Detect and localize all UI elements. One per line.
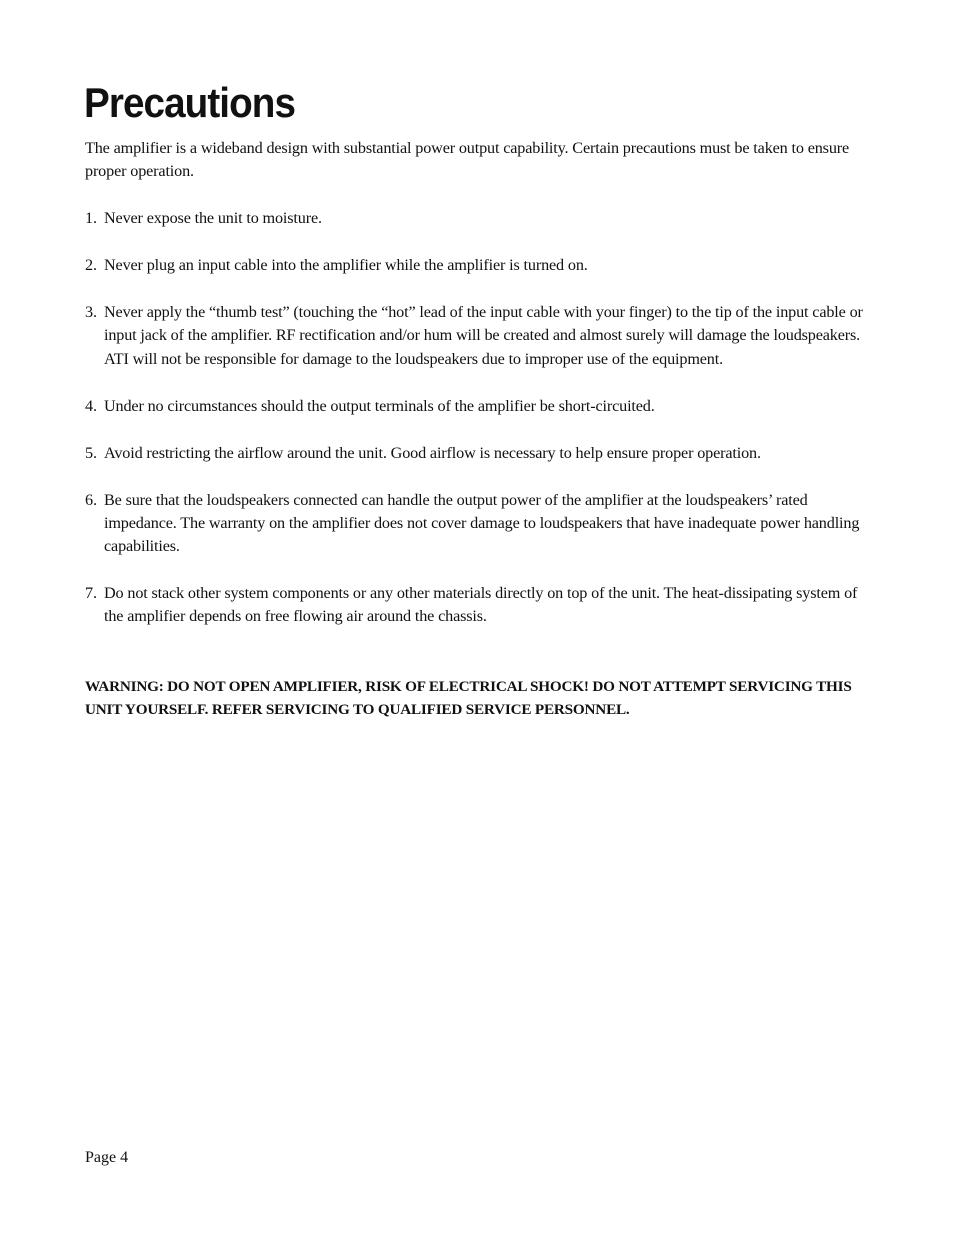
list-item-number: 6. [85, 490, 97, 509]
page-number: Page 4 [85, 1149, 129, 1166]
list-item [85, 254, 875, 277]
list-item [85, 489, 875, 559]
list-item [85, 395, 875, 418]
list-item-text: Under no circumstances should the output terminals of the amplifier be short-circuited. [104, 396, 655, 415]
list-item-text: Never plug an input cable into the amplifier while the amplifier is turned on. [104, 255, 588, 274]
precautions-list [85, 207, 875, 652]
list-item [85, 582, 875, 629]
list-item-number: 3. [85, 302, 97, 321]
list-item-number: 7. [85, 584, 97, 603]
list-item [85, 207, 875, 230]
list-item-text: Do not stack other system components or any other materials directly on top of the unit. The heat-dissipating system of the amplifier depends on free flowing air around the chassis. [104, 584, 858, 626]
list-item-number: 1. [85, 209, 97, 227]
list-item [85, 301, 875, 371]
list-item-number: 4. [85, 396, 97, 415]
intro-paragraph: The amplifier is a wideband design with substantial power output capability. Certain precautions must be taken to ensure proper operation. [85, 139, 850, 181]
list-item [85, 442, 875, 465]
list-item-text: Never apply the “thumb test” (touching the “hot” lead of the input cable with your finger) to the tip of the input cable or input jack of the amplifier. RF rectification and/or hum will be created and almost surely will damage the loudspeakers. ATI will not be responsible for damage to the loudspeakers due to improper use of the equipment. [104, 302, 863, 368]
list-item-text: Never expose the unit to moisture. [104, 209, 322, 227]
list-item-number: 2. [85, 255, 97, 274]
page-title: Precautions [84, 79, 296, 126]
list-item-number: 5. [85, 443, 97, 462]
warning-text: WARNING: DO NOT OPEN AMPLIFIER, RISK OF ELECTRICAL SHOCK! DO NOT ATTEMPT SERVICING THIS UNIT YOURSELF. REFER SERVICING TO QUALIFIED SERVICE PERSONNEL. [85, 678, 852, 719]
list-item-text: Avoid restricting the airflow around the unit. Good airflow is necessary to help ensure proper operation. [104, 443, 761, 462]
list-item-text: Be sure that the loudspeakers connected can handle the output power of the amplifier at the loudspeakers’ rated impedance. The warranty on the amplifier does not cover damage to loudspeakers that have inadequate power handling capabilities. [104, 490, 860, 556]
